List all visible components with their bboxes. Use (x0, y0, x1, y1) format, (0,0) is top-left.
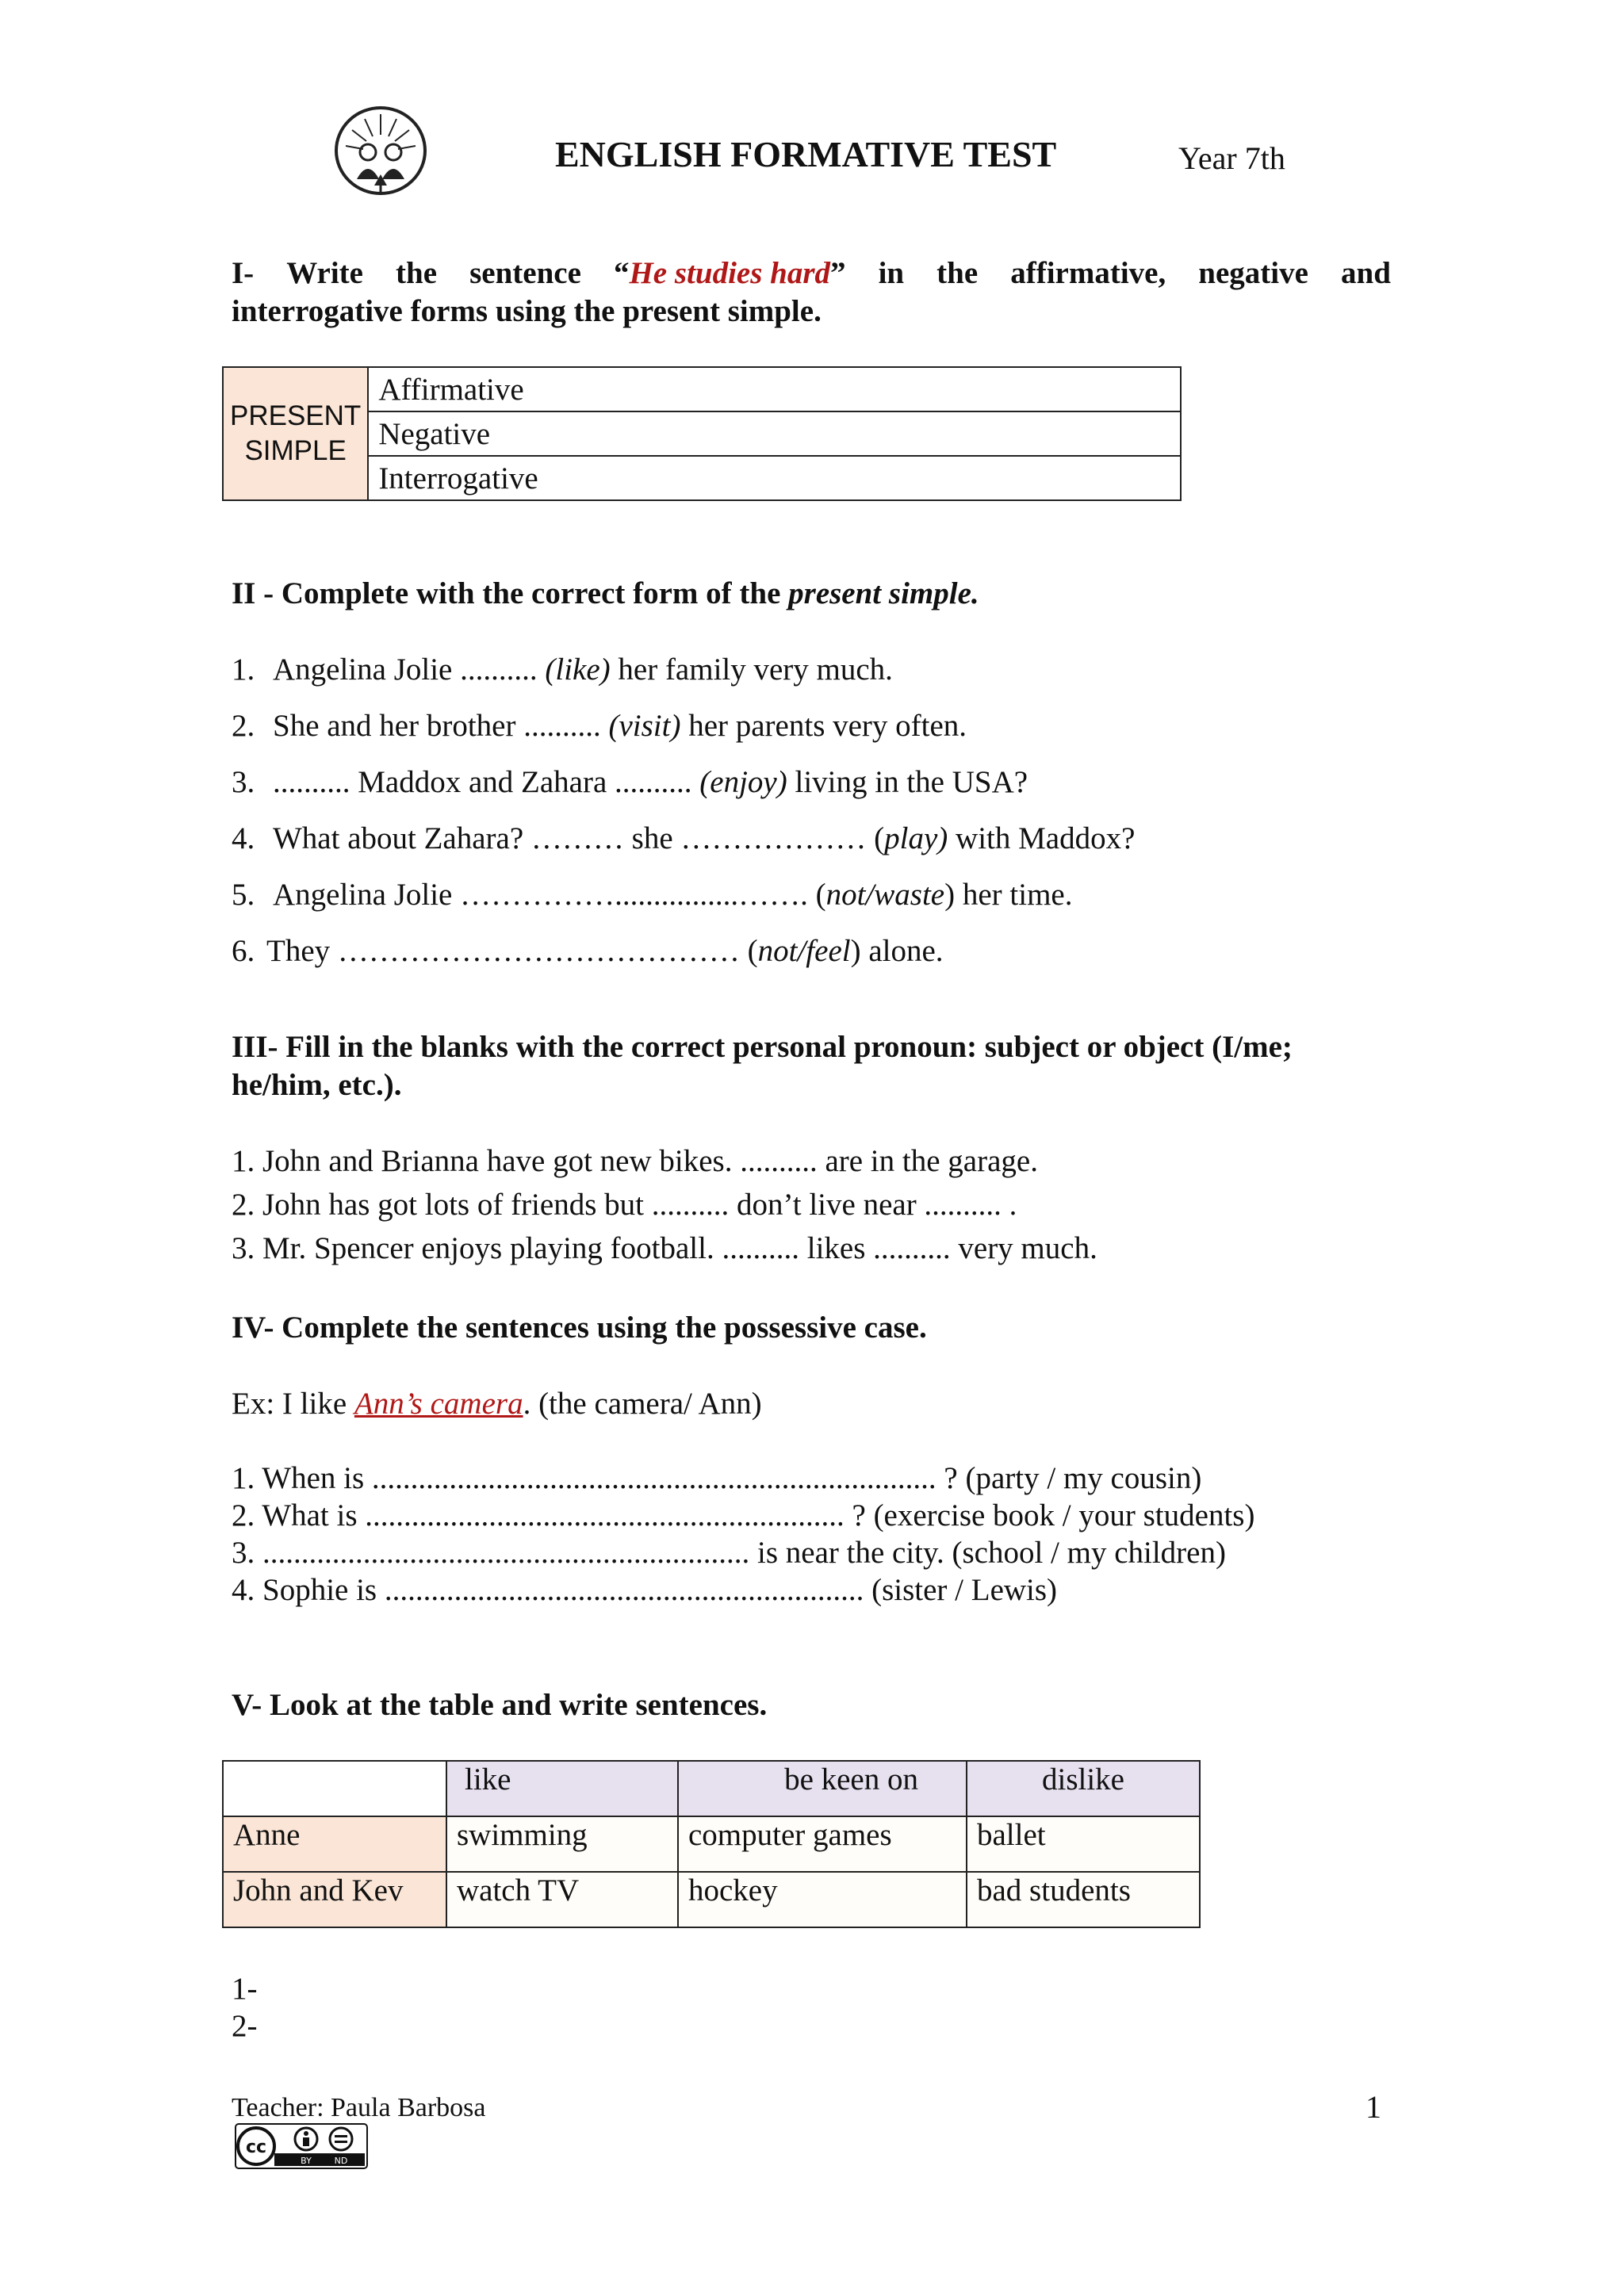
answer-line[interactable]: 2- (232, 2009, 258, 2043)
cc-by-nd-icon (235, 2123, 368, 2173)
heading-word: the (396, 256, 438, 290)
item-text: Angelina Jolie ……………................……. ( (273, 878, 826, 912)
item-number: 4. (232, 821, 255, 855)
section-2-heading-text: II - Complete with the correct form of the (232, 576, 789, 610)
example-answer: Ann’s camera (354, 1387, 523, 1421)
item-text: ) alone. (850, 934, 944, 968)
section-3-heading-line-2: he/him, etc.). (232, 1068, 402, 1102)
heading-word: in (878, 256, 905, 290)
heading-word: the (936, 256, 979, 290)
item-verb-hint: not/waste (825, 878, 945, 912)
table-row (223, 1816, 1200, 1872)
item-verb-hint: (visit) (608, 709, 681, 743)
exercise-2-item[interactable] (232, 708, 967, 744)
exercise-2-item[interactable] (232, 652, 893, 687)
section-2-heading-italic: present simple. (788, 576, 979, 610)
exercise-2-item[interactable] (232, 821, 1135, 856)
item-text: Angelina Jolie .......... (273, 652, 546, 687)
item-text: living in the USA? (787, 765, 1028, 799)
quote-close: ” (830, 256, 846, 290)
heading-word: negative (1198, 256, 1308, 290)
heading-word: sentence (469, 256, 581, 290)
document-title: ENGLISH FORMATIVE TEST (555, 134, 1057, 174)
item-verb-hint: play) (884, 821, 948, 855)
example-text: . (the camera/ Ann) (523, 1387, 762, 1421)
present-simple-label (223, 367, 368, 500)
example-text: Ex: I like (232, 1387, 354, 1421)
exercise-2-item[interactable] (232, 877, 1072, 913)
table-row (223, 1872, 1200, 1927)
item-number: 5. (232, 878, 255, 912)
section-1-heading-line-2: interrogative forms using the present simple. (232, 294, 822, 328)
exercise-4-item[interactable]: 4. Sophie is .............................................................. (sister / Lewis) (232, 1573, 1058, 1607)
heading-word: affirmative, (1010, 256, 1166, 290)
exercise-3-item[interactable]: 3. Mr. Spencer enjoys playing football. .......... likes .......... very much. (232, 1231, 1097, 1265)
quoted-sentence (614, 255, 846, 291)
license-text: BY (301, 2156, 312, 2166)
exercise-4-item[interactable]: 1. When is ......................................................................... ? (party / my cousin) (232, 1461, 1202, 1495)
item-number: 1. (232, 652, 255, 687)
label-line: PRESENT (230, 400, 362, 431)
example-sentence (232, 1386, 762, 1422)
page-number: 1 (1365, 2089, 1381, 2125)
table-cell: hockey (678, 1872, 967, 1927)
item-text: her parents very often. (680, 709, 967, 743)
section-5-heading: V- Look at the table and write sentences. (232, 1688, 768, 1722)
table-cell: computer games (678, 1816, 967, 1872)
year-label: Year 7th (1178, 140, 1285, 176)
exercise-2-item[interactable] (232, 764, 1028, 800)
negative-answer-cell[interactable]: Negative (368, 411, 1181, 456)
section-4-heading: IV- Complete the sentences using the possessive case. (232, 1311, 927, 1345)
exercise-3-item[interactable]: 1. John and Brianna have got new bikes. .......... are in the garage. (232, 1144, 1038, 1178)
exercise-3-item[interactable]: 2. John has got lots of friends but .......... don’t live near .......... . (232, 1188, 1017, 1222)
svg-text:cc: cc (245, 2137, 267, 2157)
exercise-4-item[interactable]: 3. ............................................................... is near the city. (school / my children) (232, 1536, 1226, 1570)
exercise-4-item[interactable]: 2. What is .............................................................. ? (exercise book / your students) (232, 1498, 1255, 1533)
table-corner-cell (223, 1761, 446, 1816)
table-cell: bad students (967, 1872, 1200, 1927)
label-line: SIMPLE (244, 435, 347, 466)
school-emblem-icon (333, 103, 428, 198)
heading-word: Write (286, 256, 363, 290)
row-label: Anne (223, 1816, 446, 1872)
column-header-dislike: dislike (967, 1761, 1200, 1816)
quoted-sentence-text: He studies hard (629, 256, 831, 290)
table-cell: ballet (967, 1816, 1200, 1872)
item-number: 3. (232, 765, 255, 799)
column-header-like: like (446, 1761, 678, 1816)
table-header-row (223, 1761, 1200, 1816)
interrogative-answer-cell[interactable]: Interrogative (368, 456, 1181, 500)
item-text: She and her brother .......... (273, 709, 609, 743)
answer-line[interactable]: 1- (232, 1972, 258, 2006)
section-2-heading (232, 576, 979, 611)
column-header-be-keen-on: be keen on (678, 1761, 967, 1816)
heading-word: I- (232, 256, 255, 290)
table-cell: watch TV (446, 1872, 678, 1927)
item-verb-hint: (like) (545, 652, 611, 687)
preferences-table (222, 1760, 1201, 1928)
item-verb-hint: not/feel (757, 934, 851, 968)
item-number: 6. (232, 934, 255, 968)
item-text: with Maddox? (948, 821, 1136, 855)
item-text: her family very much. (610, 652, 893, 687)
item-text: They ………………………………… ( (266, 934, 758, 968)
section-3-heading-line-1: III- Fill in the blanks with the correct personal pronoun: subject or object (I/me; (232, 1030, 1293, 1064)
affirmative-answer-cell[interactable]: Affirmative (368, 367, 1181, 411)
teacher-credit: Teacher: Paula Barbosa (232, 2093, 486, 2122)
item-verb-hint: (enjoy) (699, 765, 787, 799)
item-text: ) her time. (944, 878, 1073, 912)
item-text: What about Zahara? ……… she ……………… ( (273, 821, 885, 855)
table-cell: swimming (446, 1816, 678, 1872)
table-row (223, 367, 1181, 411)
section-1-heading-line-1 (232, 255, 1391, 291)
exercise-2-item[interactable] (232, 933, 944, 969)
present-simple-table (222, 366, 1182, 501)
quote-open: “ (613, 256, 630, 290)
row-label: John and Kev (223, 1872, 446, 1927)
license-text: ND (334, 2156, 348, 2166)
heading-word: and (1341, 256, 1391, 290)
item-number: 2. (232, 709, 255, 743)
item-text: .......... Maddox and Zahara .......... (273, 765, 700, 799)
